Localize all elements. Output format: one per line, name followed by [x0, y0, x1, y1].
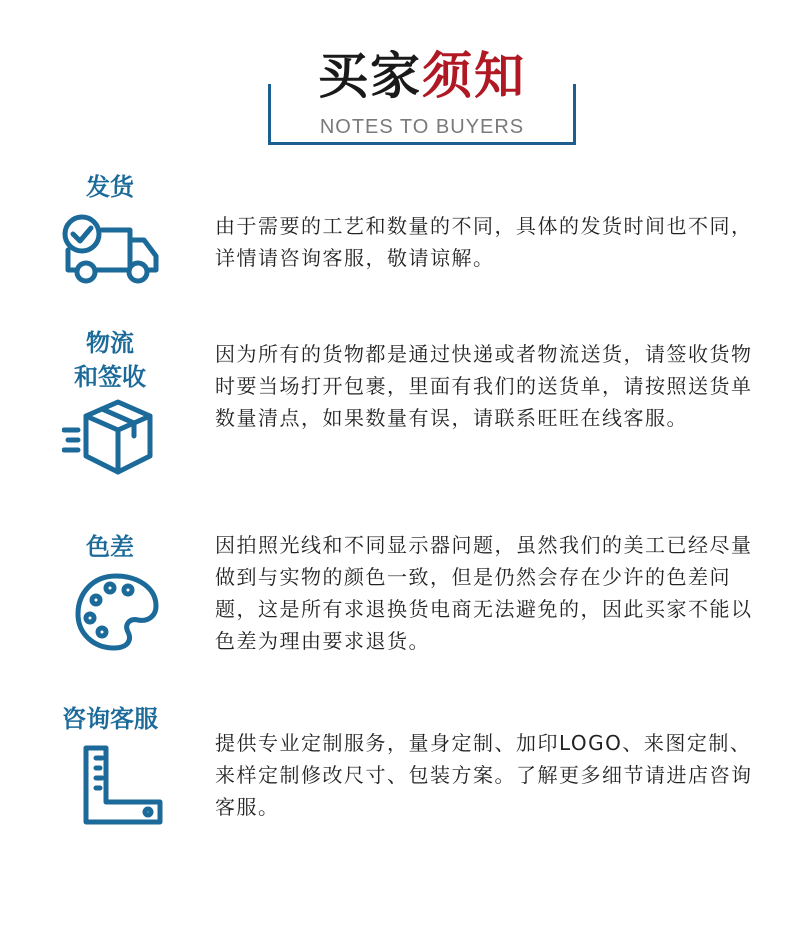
title-part-buyer: 买家	[318, 47, 422, 105]
section-text: 提供专业定制服务，量身定制、加印LOGO、来图定制、来样定制修改尺寸、包装方案。了解更多细节请进店咨询客服。	[215, 731, 753, 819]
section-label: 发货	[86, 173, 134, 201]
section-text: 因为所有的货物都是通过快递或者物流送货，请签收货物时要当场打开包裹，里面有我们的送货单，请按照送货单数量清点，如果数量有误，请联系旺旺在线客服。	[215, 342, 753, 430]
package-box-icon	[62, 396, 154, 476]
section-label: 色差	[86, 533, 134, 561]
section-text: 由于需要的工艺和数量的不同，具体的发货时间也不同，详情请咨询客服，敬请谅解。	[215, 214, 753, 270]
ruler-square-icon	[82, 744, 166, 828]
notice-header	[265, 40, 579, 150]
section-text: 因拍照光线和不同显示器问题，虽然我们的美工已经尽量做到与实物的颜色一致，但是仍然会存在少许的色差问题，这是所有求退换货电商无法避免的，因此买家不能以色差为理由要求退货。	[215, 533, 753, 653]
palette-icon	[74, 572, 160, 652]
section-label: 咨询客服	[62, 705, 158, 733]
section-label: 物流 和签收	[74, 329, 146, 391]
delivery-truck-icon	[60, 212, 160, 288]
title-part-notice: 须知	[422, 47, 526, 105]
page-subtitle: NOTES TO BUYERS	[319, 116, 525, 138]
page-title	[303, 46, 541, 106]
